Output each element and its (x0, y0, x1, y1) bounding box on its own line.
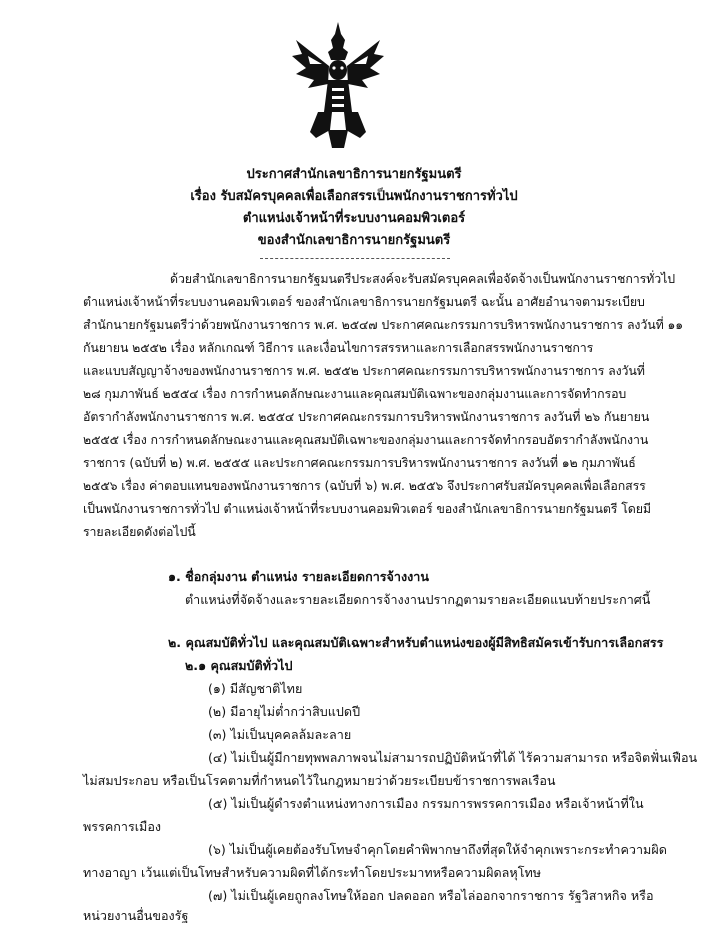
announcement-subject: เรื่อง รับสมัครบุคคลเพื่อเลือกสรรเป็นพนักงานราชการทั่วไป (190, 189, 518, 204)
intro-line: กันยายน ๒๕๕๒ เรื่อง หลักเกณฑ์ วิธีการ และเงื่อนไขการสรรหาและการเลือกสรรพนักงานราชการ (83, 340, 594, 355)
section-2-heading: ๒. คุณสมบัติทั่วไป และคุณสมบัติเฉพาะสำหรับตำแหน่งของผู้มีสิทธิสมัครเข้ารับการเลือกสรร (168, 635, 664, 650)
intro-line: ตำแหน่งเจ้าหน้าที่ระบบงานคอมพิวเตอร์ ของสำนักเลขาธิการนายกรัฐมนตรี ฉะนั้น อาศัยอำนาจตามระเบียบ (83, 294, 645, 309)
intro-line: เป็นพนักงานราชการทั่วไป ตำแหน่งเจ้าหน้าที่ระบบงานคอมพิวเตอร์ ของสำนักเลขาธิการนายกรัฐมนตรี โดยมี (83, 501, 651, 516)
intro-line: ๒๕๕๕ เรื่อง การกำหนดลักษณะงานและคุณสมบัติเฉพาะของกลุ่มงานและการจัดทำกรอบอัตรากำลังพนักงาน (83, 432, 649, 447)
section-1-body: ตำแหน่งที่จัดจ้างและรายละเอียดการจ้างงานปรากฏตามรายละเอียดแนบท้ายประกาศนี้ (185, 592, 651, 607)
position-title: ตำแหน่งเจ้าหน้าที่ระบบงานคอมพิวเตอร์ (242, 211, 466, 226)
section-1-heading: ๑. ชื่อกลุ่มงาน ตำแหน่ง รายละเอียดการจ้างงาน (168, 569, 429, 584)
qualification-item-continued: พรรคการเมือง (83, 819, 162, 834)
qualification-item: (๓) ไม่เป็นบุคคลล้มละลาย (208, 727, 352, 742)
qualification-item: (๔) ไม่เป็นผู้มีกายทุพพลภาพจนไม่สามารถปฏิบัติหน้าที่ได้ ไร้ความสามารถ หรือจิตฟั่นเฟือน (208, 750, 698, 765)
qualification-item-continued: หน่วยงานอื่นของรัฐ (83, 908, 189, 923)
intro-line: รายละเอียดดังต่อไปนี้ (83, 524, 196, 539)
qualification-item: (๖) ไม่เป็นผู้เคยต้องรับโทษจำคุกโดยคำพิพากษาถึงที่สุดให้จำคุกเพราะกระทำความผิด (208, 842, 667, 857)
intro-line: ด้วยสำนักเลขาธิการนายกรัฐมนตรีประสงค์จะรับสมัครบุคคลเพื่อจัดจ้างเป็นพนักงานราชการทั่วไป (170, 271, 676, 286)
qualification-item-continued: ไม่สมประกอบ หรือเป็นโรคตามที่กำหนดไว้ในกฎหมายว่าด้วยระเบียบข้าราชการพลเรือน (83, 773, 556, 788)
intro-line: ๒๘ กุมภาพันธ์ ๒๕๕๔ เรื่อง การกำหนดลักษณะงานและคุณสมบัติเฉพาะของกลุ่มงานและการจัดทำกรอบ (83, 386, 627, 401)
intro-line: สำนักนายกรัฐมนตรีว่าด้วยพนักงานราชการ พ.ศ. ๒๕๔๗ ประกาศคณะกรรมการบริหารพนักงานราชการ ลงวันที่ ๑๑ (83, 317, 684, 332)
garuda-emblem-icon (288, 20, 388, 150)
intro-line: ๒๕๕๖ เรื่อง ค่าตอบแทนของพนักงานราชการ (ฉบับที่ ๖) พ.ศ. ๒๕๕๖ จึงประกาศรับสมัครบุคคลเพื่อเลือกสรร (83, 478, 646, 493)
intro-line: อัตรากำลังพนักงานราชการ พ.ศ. ๒๕๕๔ ประกาศคณะกรรมการบริหารพนักงานราชการ ลงวันที่ ๒๖ กันยายน (83, 409, 650, 424)
office-name: ของสำนักเลขาธิการนายกรัฐมนตรี (257, 233, 451, 248)
announcement-title: ประกาศสำนักเลขาธิการนายกรัฐมนตรี (246, 167, 462, 182)
qualification-item: (๗) ไม่เป็นผู้เคยถูกลงโทษให้ออก ปลดออก หรือไล่ออกจากราชการ รัฐวิสาหกิจ หรือ (208, 888, 654, 903)
qualification-item-continued: ทางอาญา เว้นแต่เป็นโทษสำหรับความผิดที่ได้กระทำโดยประมาทหรือความผิดลหุโทษ (83, 865, 542, 880)
title-divider (260, 258, 450, 259)
qualification-item: (๑) มีสัญชาติไทย (208, 681, 303, 696)
qualification-item: (๕) ไม่เป็นผู้ดำรงตำแหน่งทางการเมือง กรรมการพรรคการเมือง หรือเจ้าหน้าที่ใน (208, 796, 644, 811)
intro-line: และแบบสัญญาจ้างของพนักงานราชการ พ.ศ. ๒๕๕๒ ประกาศคณะกรรมการบริหารพนักงานราชการ ลงวันที่ (83, 363, 645, 378)
section-2-1-heading: ๒.๑ คุณสมบัติทั่วไป (185, 658, 293, 673)
qualification-item: (๒) มีอายุไม่ต่ำกว่าสิบแปดปี (208, 704, 361, 719)
intro-line: ราชการ (ฉบับที่ ๒) พ.ศ. ๒๕๕๕ และประกาศคณะกรรมการบริหารพนักงานราชการ ลงวันที่ ๑๒ กุมภาพันธ์ (83, 455, 636, 470)
